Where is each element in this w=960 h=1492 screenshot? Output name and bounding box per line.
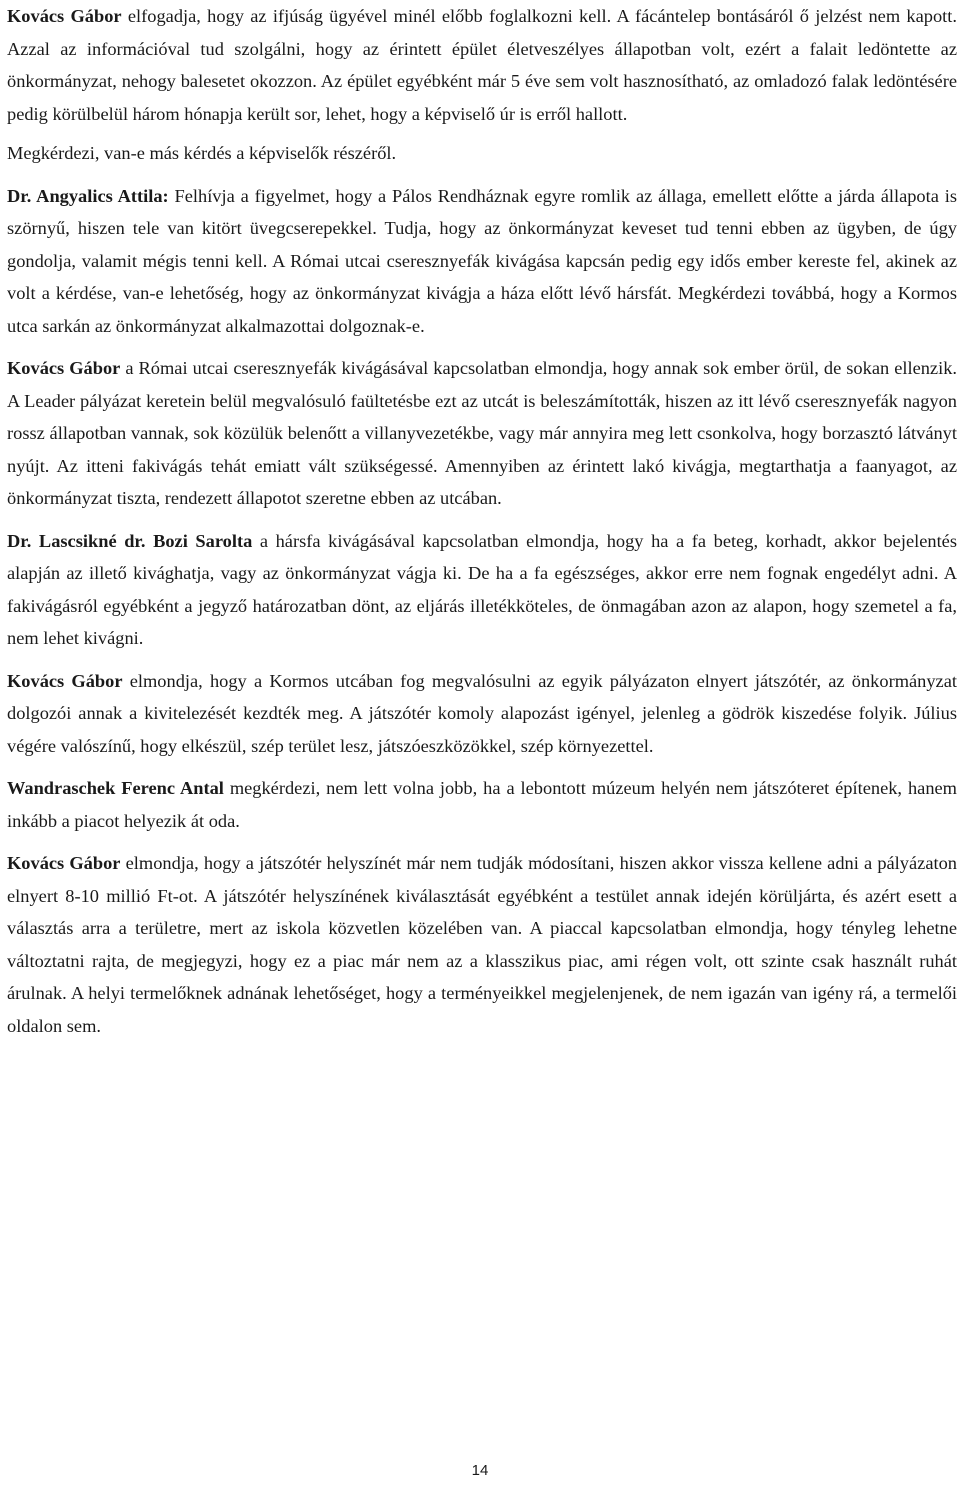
page-number: 14: [471, 1462, 489, 1479]
paragraph-text: Megkérdezi, van-e más kérdés a képviselők részéről.: [7, 143, 397, 163]
speaker-name: Wandraschek Ferenc Antal: [7, 778, 224, 798]
paragraph-text: megkérdezi, nem lett volna jobb, ha a lebontott múzeum helyén nem játszóteret építenek, hanem inkább a piacot helyezik át oda.: [7, 778, 957, 831]
paragraph-text: elmondja, hogy a játszótér helyszínét már nem tudják módosítani, hiszen akkor vissza kellene adni a pályázaton elnyert 8-10 millió Ft-ot. A játszótér helyszínének kiválasztását egyébként a testület annak idején körüljárta, és azért esett a választás arra a területre, mert az iskola közvetlen közelében van. A piaccal kapcsolatban elmondja, hogy tényleg lehetne változtatni rajta, de megjegyzi, hogy ez a piac már nem az a klasszikus piac, ami régen volt, ott szinte csak használt ruhát árulnak. A helyi termelőknek adnának lehetőséget, hogy a terményeikkel megjelenjenek, de nem igazán van igény rá, a termelői oldalon sem.: [7, 853, 957, 1036]
paragraph-text: a hársfa kivágásával kapcsolatban elmondja, hogy ha a fa beteg, korhadt, akkor bejelentés alapján az illető kivághatja, vagy az önkormányzat vágja ki. De ha a fa egészséges, akkor erre nem fognak engedélyt adni. A fakivágásról egyébként a jegyző határozatban dönt, az eljárás illetékköteles, de önmagában azon az alapon, hogy szemetel a fa, nem lehet kivágni.: [7, 530, 958, 648]
paragraph-text: elfogadja, hogy az ifjúság ügyével minél előbb foglalkozni kell. A fácántelep bontásáról ő jelzést nem kapott. Azzal az információval tud szolgálni, hogy az érintett épület életveszélyes állapotban volt, ezért a falait ledöntette az önkormányzat, nehogy balesetet okozzon. Az épület egyébként már 5 éve sem volt hasznosítható, az omladozó falak ledöntésére pedig körülbelül három hónapja került sor, lehet, hogy a képviselő úr is erről hallott.: [7, 6, 957, 124]
paragraph-8: [7, 847, 957, 1042]
paragraph-3: [7, 180, 957, 343]
paragraph-2: [7, 137, 957, 170]
speaker-name: Kovács Gábor: [7, 6, 122, 26]
speaker-name: Dr. Angyalics Attila:: [7, 185, 169, 206]
paragraph-text: elmondja, hogy a Kormos utcában fog megvalósulni az egyik pályázaton elnyert játszótér, az önkormányzat dolgozói annak a kivitelezését kezdték meg. A játszótér komoly alapozást igényel, jelenleg a gödrök kiszedése folyik. Július végére valószínű, hogy elkészül, szép terület lesz, játszóeszközökkel, szép környezettel.: [7, 670, 957, 756]
document-page: [7, 0, 957, 1052]
paragraph-text: a Római utcai cseresznyefák kivágásával kapcsolatban elmondja, hogy annak sok ember örül, de sokan ellenzik. A Leader pályázat keretein belül megvalósuló faültetésbe ezt az utcát is beleszámították, hiszen az itt lévő cseresznyefák nagyon rossz állapotban vannak, sok közülük belenőtt a villanyvezetékbe, vagy már annyira meg lett csonkolva, hogy borzasztó látványt nyújt. Az itteni fakivágás tehát emiatt vált szükségessé. Amennyiben az érintett lakó kivágja, megtarthatja a faanyagot, az önkormányzat tiszta, rendezett állapotot szeretne ebben az utcában.: [7, 358, 957, 508]
paragraph-5: [7, 525, 957, 655]
speaker-name: Kovács Gábor: [7, 358, 121, 378]
paragraph-7: [7, 772, 957, 837]
paragraph-1: [7, 0, 957, 130]
paragraph-text: Felhívja a figyelmet, hogy a Pálos Rendháznak egyre romlik az állaga, emellett előtte a járda állapota is szörnyű, hiszen tele van kitört üvegcserepekkel. Tudja, hogy az önkormányzat keveset tud tenni ebben az ügyben, de úgy gondolja, valamit mégis tenni kell. A Római utcai cseresznyefák kivágása kapcsán pedig egy idős ember kereste fel, akinek az volt a kérdése, van-e lehetőség, hogy az önkormányzat kivágja a háza előtt lévő hársfát. Megkérdezi továbbá, hogy a Kormos utca sarkán az önkormányzat alkalmazottai dolgoznak-e.: [7, 185, 957, 336]
paragraph-4: [7, 352, 957, 515]
paragraph-6: [7, 665, 957, 763]
speaker-name: Dr. Lascsikné dr. Bozi Sarolta: [7, 530, 253, 551]
speaker-name: Kovács Gábor: [7, 853, 121, 873]
speaker-name: Kovács Gábor: [7, 670, 123, 691]
